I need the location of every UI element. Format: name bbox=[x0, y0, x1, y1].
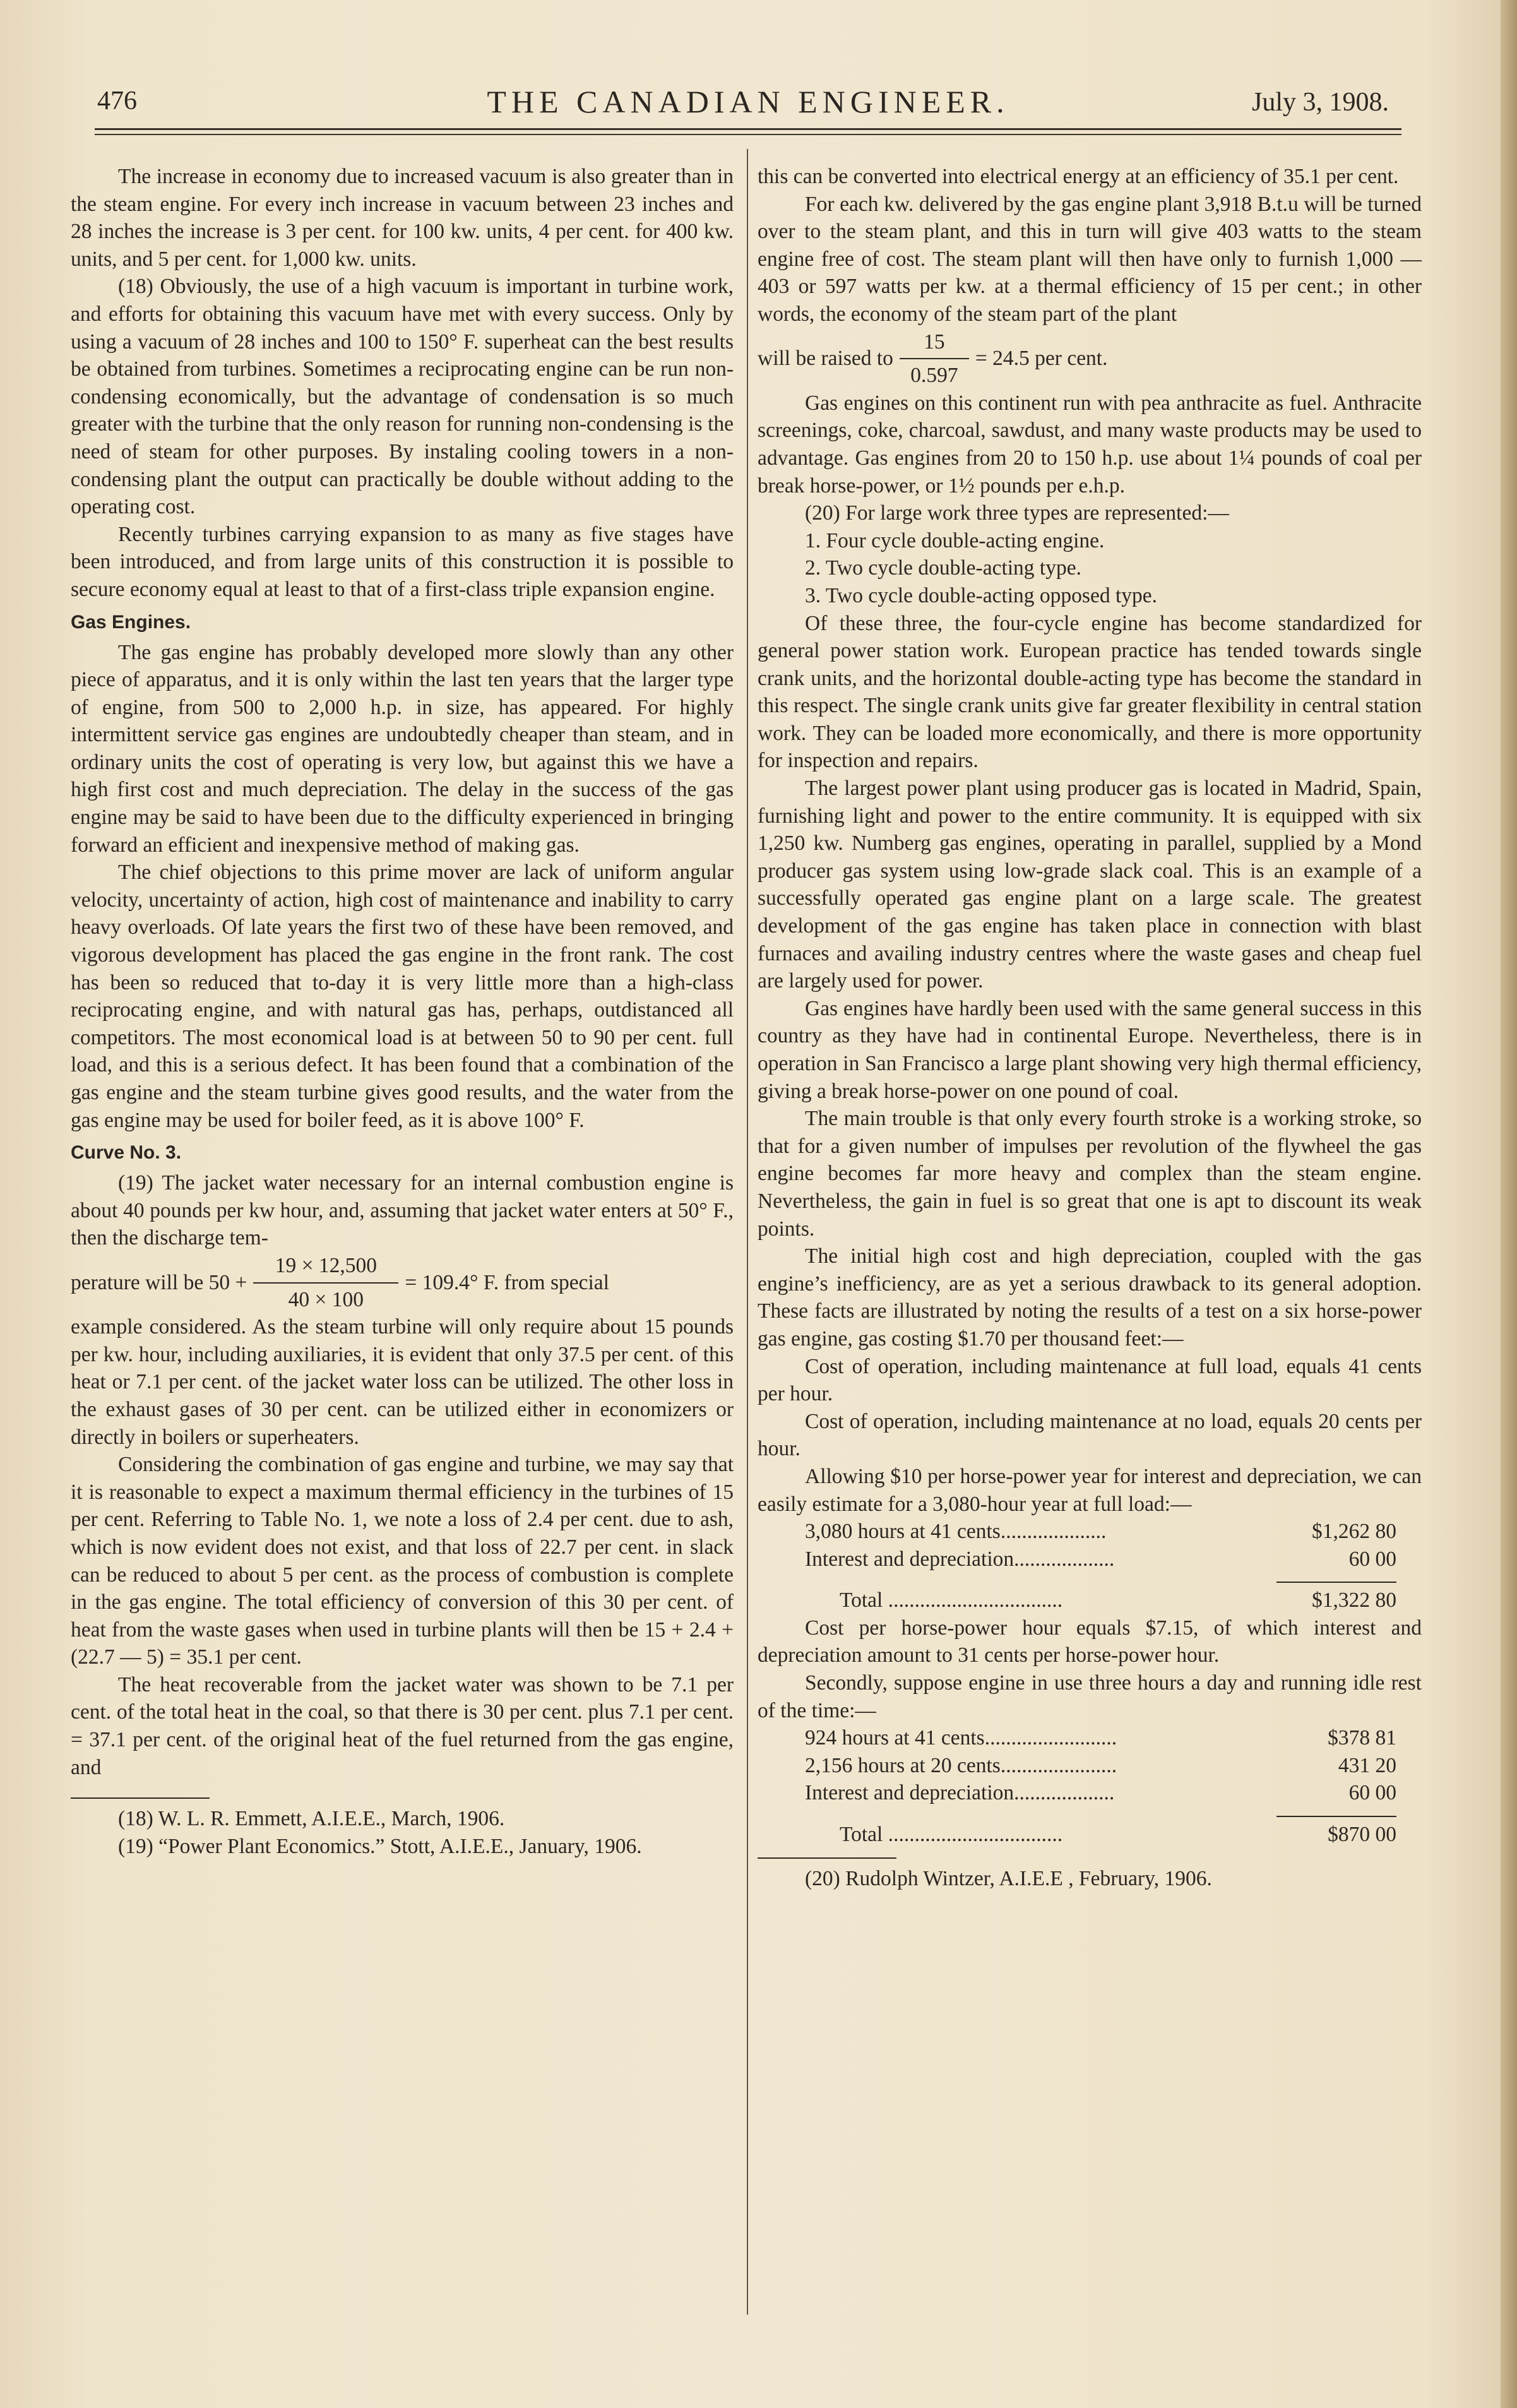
paragraph: (20) For large work three types are represented:— bbox=[805, 501, 1229, 525]
table-row bbox=[758, 1546, 1422, 1573]
paragraph: The main trouble is that only every fourth stroke is a working stroke, so that for a given number of impulses per revolution of the flywheel the gas engine becomes far more heavy and complex than the steam engine. Nevertheless, the gain in fuel is so great that one is apt to discount its weak points. bbox=[758, 1107, 1422, 1241]
row-label: 3,080 hours at 41 cents.................... bbox=[805, 1520, 1107, 1544]
row-value: $1,262 80 bbox=[1312, 1520, 1396, 1544]
fraction-numerator: 15 bbox=[924, 330, 945, 354]
paragraph: The chief objections to this prime mover are lack of uniform angular velocity, uncertainty of action, high cost of maintenance and inability to carry heavy overloads. Of late years the first two of these have been removed, and vigorous development has placed the gas engine in the front rank. The cost has been so reduced that to-day it is very little more than a high-class reciprocating engine, and with natural gas has, perhaps, outdistanced all competitors. The most economical load is at between 50 to 90 per cent. full load, and this is a serious defect. It has been found that a combination of the gas engine and the steam turbine gives good results, and the water from the gas engine may be used for boiler feed, as it is above 100° F. bbox=[71, 861, 734, 1132]
paragraph: For each kw. delivered by the gas engine plant 3,918 B.t.u will be turned over to the steam plant, and this in turn will give 403 watts to the steam engine free of cost. The steam plant will then have only to furnish 1,000 — 403 or 597 watts per kw. at a thermal efficiency of 15 per cent.; in other words, the economy of the steam part of the plant bbox=[758, 192, 1422, 326]
paragraph: Cost of operation, including maintenance at no load, equals 20 cents per hour. bbox=[758, 1409, 1422, 1461]
right-column bbox=[758, 163, 1422, 1892]
fraction bbox=[253, 1252, 398, 1313]
footnote-18: (18) W. L. R. Emmett, A.I.E.E., March, 1906. bbox=[118, 1807, 505, 1831]
footnote-rule bbox=[758, 1857, 896, 1861]
paragraph: Cost per horse-power hour equals $7.15, of which interest and depreciation amount to 31 cents per horse-power hour. bbox=[758, 1616, 1422, 1667]
row-label: Interest and depreciation................... bbox=[805, 1781, 1115, 1805]
table-row bbox=[758, 1752, 1422, 1780]
paragraph: (18) Obviously, the use of a high vacuum is important in turbine work, and efforts for obtaining this vacuum have met with every success. Only by using a vacuum of 28 inches and 100 to 150° F. superheat can the best results be obtained from turbines. Sometimes a reciprocating engine can be run non-condensing economically, but the advantage of condensation is so much greater with the turbine that the only reason for running non-condensing is the need of steam for other purposes. By instaling cooling towers in a non-condensing plant the output can practically be double without adding to the operating cost. bbox=[71, 275, 734, 519]
page-edge bbox=[1501, 0, 1517, 2408]
section-heading-curve-3: Curve No. 3. bbox=[71, 1142, 182, 1164]
paragraph: Gas engines on this continent run with pea anthracite as fuel. Anthracite screenings, coke, charcoal, sawdust, and many waste products may be used to advantage. Gas engines from 20 to 150 h.p. use about 1¼ pounds of coal per break horse-power, or 1½ pounds per e.h.p. bbox=[758, 391, 1422, 498]
paragraph: Recently turbines carrying expansion to as many as five stages have been introduced, and from large units of this construction it is possible to secure economy equal at least to that of a first-class triple expansion engine. bbox=[71, 522, 734, 601]
row-value: 431 20 bbox=[1338, 1753, 1396, 1777]
section-heading-gas-engines: Gas Engines. bbox=[71, 611, 191, 633]
paragraph: The gas engine has probably developed more slowly than any other piece of apparatus, and it is only within the last ten years that the larger type of engine, from 500 to 2,000 h.p. in size, has appeared. For highly intermittent service gas engines are undoubtedly cheaper than steam, and in ordinary units the cost of operating is very low, but against this we have a high first cost and much depreciation. The delay in the success of the gas engine may be said to have been due to the difficulty experienced in bringing forward an efficient and inexpensive method of making gas. bbox=[71, 640, 734, 857]
footnote-19: (19) “Power Plant Economics.” Stott, A.I.E.E., January, 1906. bbox=[118, 1834, 642, 1858]
header-rule-secondary bbox=[95, 134, 1401, 135]
left-column bbox=[71, 163, 734, 1860]
row-label: Interest and depreciation................... bbox=[805, 1547, 1115, 1571]
fraction-bar bbox=[900, 358, 969, 359]
journal-title: THE CANADIAN ENGINEER. bbox=[487, 84, 1009, 119]
page-header bbox=[95, 82, 1401, 126]
paragraph: The increase in economy due to increased vacuum is also greater than in the steam engine. For every inch increase in vacuum between 23 inches and 28 inches the increase is 3 per cent. for 100 kw. units, 4 per cent. for 400 kw. units, and 5 per cent. for 1,000 kw. units. bbox=[71, 165, 734, 271]
total-value: $1,322 80 bbox=[1312, 1588, 1396, 1612]
page-number: 476 bbox=[97, 86, 137, 116]
fraction-numerator: 19 × 12,500 bbox=[275, 1253, 377, 1277]
paragraph: The initial high cost and high depreciation, coupled with the gas engine’s inefficiency, are as yet a serious drawback to its general adoption. These facts are illustrated by noting the results of a test on a six horse-power gas engine, gas costing $1.70 per thousand feet:— bbox=[758, 1244, 1422, 1350]
equation-steam-economy bbox=[758, 328, 1422, 390]
list-item: 2. Two cycle double-acting type. bbox=[805, 556, 1081, 580]
row-value: $378 81 bbox=[1328, 1726, 1396, 1750]
sum-rule bbox=[1276, 1816, 1396, 1821]
cost-table-part-load bbox=[758, 1724, 1422, 1848]
total-label: Total ................................. bbox=[840, 1588, 1063, 1612]
paragraph: example considered. As the steam turbine will only require about 15 pounds per kw. hour, including auxiliaries, it is evident that only 37.5 per cent. of this heat or 7.1 per cent. of the jacket water loss can be utilized. The other loss in the exhaust gases of 30 per cent. can be utilized either in economizers or directly in boilers or superheaters. bbox=[71, 1315, 734, 1449]
row-value: 60 00 bbox=[1348, 1547, 1396, 1571]
row-value: 60 00 bbox=[1348, 1781, 1396, 1805]
footnote-20: (20) Rudolph Wintzer, A.I.E.E , February, 1906. bbox=[805, 1866, 1212, 1890]
total-row bbox=[758, 1587, 1422, 1614]
footnotes bbox=[71, 1805, 734, 1860]
table-row bbox=[758, 1518, 1422, 1546]
list-item: 1. Four cycle double-acting engine. bbox=[805, 528, 1105, 552]
total-value: $870 00 bbox=[1328, 1823, 1396, 1847]
total-row bbox=[758, 1821, 1422, 1849]
paragraph: Gas engines have hardly been used with the same general success in this country as they have had in continental Europe. Nevertheless, there is in operation in San Francisco a large plant showing very high thermal efficiency, giving a break horse-power on one pound of coal. bbox=[758, 996, 1422, 1103]
paragraph: (19) The jacket water necessary for an internal combustion engine is about 40 pounds per kw hour, and, assuming that jacket water enters at 50° F., then the discharge tem- bbox=[71, 1171, 734, 1250]
sum-rule bbox=[1276, 1582, 1396, 1587]
issue-date: July 3, 1908. bbox=[1251, 88, 1389, 117]
footnotes bbox=[758, 1865, 1422, 1893]
row-label: 924 hours at 41 cents......................... bbox=[805, 1726, 1117, 1750]
column-divider bbox=[747, 149, 748, 2315]
fraction-denominator: 40 × 100 bbox=[288, 1287, 364, 1311]
cost-table-full-load bbox=[758, 1518, 1422, 1614]
header-rule bbox=[95, 128, 1401, 130]
paragraph: The largest power plant using producer gas is located in Madrid, Spain, furnishing light and power to the entire community. It is equipped with six 1,250 kw. Numberg gas engines, operating in parallel, supplied by a Mond producer gas system using low-grade slack coal. This is an example of a successfully operated gas engine plant on a large scale. The greatest development of the gas engine has taken place in connection with blast furnaces and availing industry centres where the waste gases and cheap fuel are largely used for power. bbox=[758, 777, 1422, 993]
paragraph: Cost of operation, including maintenance at full load, equals 41 cents per hour. bbox=[758, 1354, 1422, 1406]
fraction bbox=[900, 328, 969, 390]
paragraph: The heat recoverable from the jacket water was shown to be 7.1 per cent. of the total heat in the coal, so that there is 30 per cent. plus 7.1 per cent. = 37.1 per cent. of the original heat of the fuel returned from the gas engine, and bbox=[71, 1672, 734, 1779]
paragraph: Considering the combination of gas engine and turbine, we may say that it is reasonable to expect a maximum thermal efficiency in the turbines of 15 per cent. Referring to Table No. 1, we note a loss of 2.4 per cent. due to ash, which is now evident does not exist, and that loss of 22.7 per cent. in slack can be reduced to about 5 per cent. as the process of combustion is complete in the gas engine. The total efficiency of conversion of this 30 per cent. of heat from the waste gases when used in turbine plants will then be 15 + 2.4 + (22.7 — 5) = 35.1 per cent. bbox=[71, 1453, 734, 1669]
list-item: 3. Two cycle double-acting opposed type. bbox=[805, 583, 1158, 607]
footnote-rule bbox=[71, 1797, 210, 1801]
row-label: 2,156 hours at 20 cents...................... bbox=[805, 1753, 1117, 1777]
equation-suffix: = 109.4° F. from special bbox=[405, 1270, 609, 1294]
total-label: Total ................................. bbox=[840, 1823, 1063, 1847]
fraction-denominator: 0.597 bbox=[910, 364, 958, 388]
equation-prefix: perature will be 50 + bbox=[71, 1270, 247, 1294]
paragraph: Secondly, suppose engine in use three hours a day and running idle rest of the time:— bbox=[758, 1671, 1422, 1722]
table-row bbox=[758, 1724, 1422, 1752]
equation-suffix: = 24.5 per cent. bbox=[975, 347, 1108, 371]
paragraph: this can be converted into electrical energy at an efficiency of 35.1 per cent. bbox=[758, 165, 1399, 188]
equation-prefix: will be raised to bbox=[758, 347, 893, 371]
table-row bbox=[758, 1779, 1422, 1807]
paragraph: Of these three, the four-cycle engine has become standardized for general power station work. European practice has tended towards single crank units, and the horizontal double-acting type has become the standard in this respect. The single crank units give far greater flexibility in central station work. They can be loaded more economically, and there is more opportunity for inspection and repairs. bbox=[758, 611, 1422, 773]
equation-discharge-temperature bbox=[71, 1252, 734, 1313]
fraction-bar bbox=[253, 1282, 398, 1284]
paragraph: Allowing $10 per horse-power year for interest and depreciation, we can easily estimate for a 3,080-hour year at full load:— bbox=[758, 1464, 1422, 1516]
